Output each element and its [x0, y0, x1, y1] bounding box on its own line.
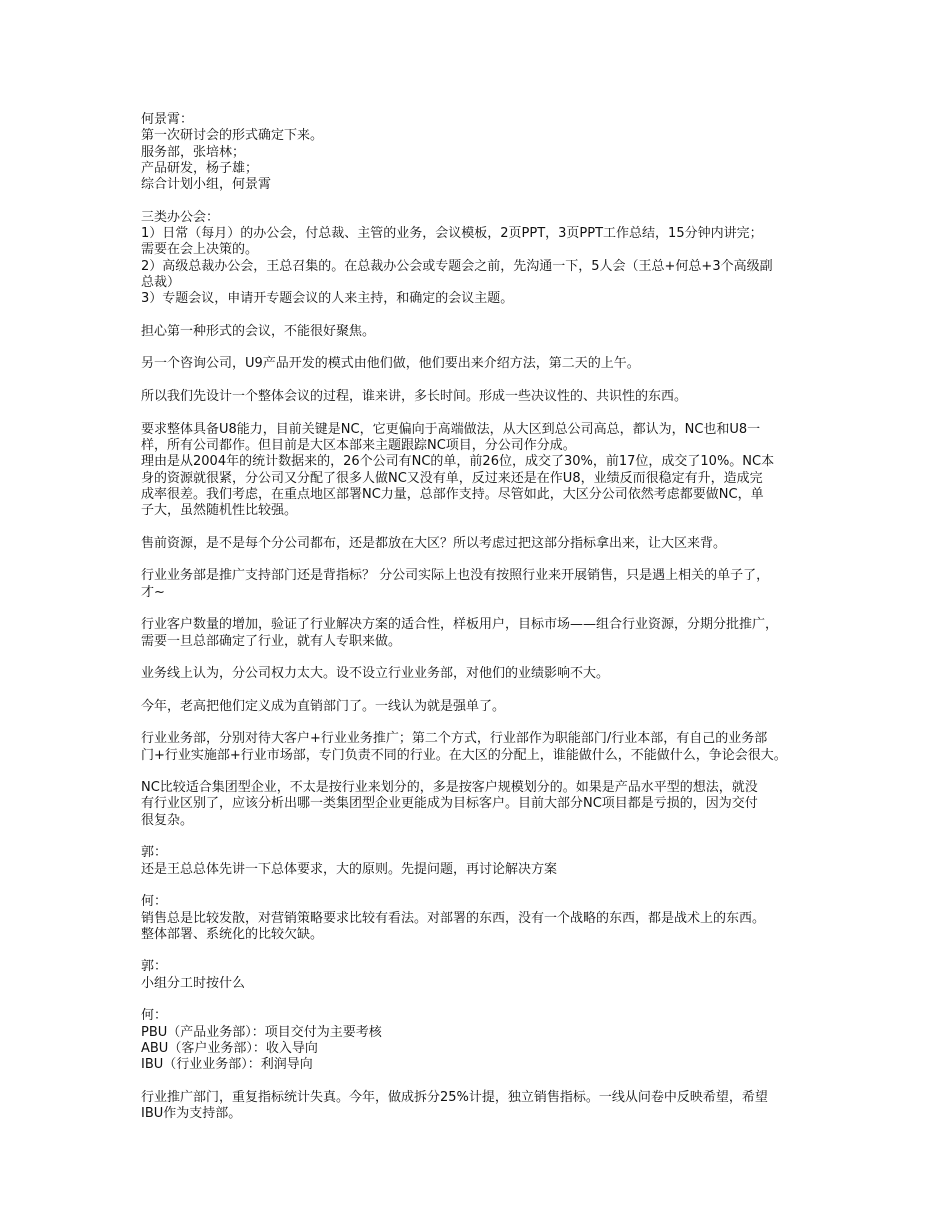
text-line: 成率很差。我们考虑，在重点地区部署NC力量，总部作支持。尽管如此，大区分公司依然考虑都要做NC，单	[141, 486, 764, 502]
text-line: 样，所有公司都作。但目前是大区本部来主题跟踪NC项目，分公司作分成。	[141, 437, 576, 453]
text-line: 2）高级总裁办公会，王总召集的。在总裁办公会或专题会之前，先沟通一下，5人会（王总+何总+3个高级副	[141, 258, 773, 274]
text-line: 行业业务部是推广支持部门还是背指标？ 分公司实际上也没有按照行业来开展销售，只是遇上相关的单子了，	[141, 568, 770, 584]
text-line: 郭：	[141, 845, 168, 861]
paragraph-spacer	[141, 601, 831, 617]
text-line: 售前资源，是不是每个分公司都布，还是都放在大区？所以考虑过把这部分指标拿出来，让大区来背。	[141, 535, 727, 551]
text-line: 3）专题会议，申请开专题会议的人来主持，和确定的会议主题。	[141, 291, 514, 307]
paragraph-spacer	[141, 308, 831, 324]
text-line: 服务部，张培林；	[141, 144, 246, 160]
text-line: ABU（客户业务部）：收入导向	[141, 1040, 318, 1056]
text-line: 业务线上认为，分公司权力太大。设不设立行业业务部，对他们的业绩影响不大。	[141, 666, 610, 682]
text-line: 另一个咨询公司，U9产品开发的模式由他们做，他们要出来介绍方法，第二天的上午。	[141, 356, 640, 372]
paragraph	[141, 1090, 831, 1123]
paragraph-spacer	[141, 340, 831, 356]
text-line: 需要一旦总部确定了行业，就有人专职来做。	[141, 633, 402, 649]
text-line: 何：	[141, 1008, 168, 1024]
paragraph-spacer	[141, 992, 831, 1008]
paragraph	[141, 1008, 831, 1073]
text-line: 很复杂。	[141, 812, 194, 828]
text-line: 1）日常（每月）的办公会，付总裁、主管的业务，会议模板，2页PPT，3页PPT工作总结，15分钟内讲完；	[141, 226, 763, 242]
paragraph	[141, 731, 831, 764]
paragraph-spacer	[141, 682, 831, 698]
text-line: 有行业区别了，应该分析出哪一类集团型企业更能成为目标客户。目前大部分NC项目都是亏损的，因为交付	[141, 796, 758, 812]
paragraph-spacer	[141, 519, 831, 535]
paragraph	[141, 894, 831, 943]
paragraph-spacer	[141, 878, 831, 894]
text-line: 郭：	[141, 959, 168, 975]
paragraph	[141, 845, 831, 878]
text-line: NC比较适合集团型企业，不太是按行业来划分的，多是按客户规模划分的。如果是产品水平型的想法，就没	[141, 780, 758, 796]
paragraph-spacer	[141, 552, 831, 568]
text-line: 身的资源就很紧，分公司又分配了很多人做NC又没有单，反过来还是在作U8，业绩反而很稳定有升，造成完	[141, 470, 763, 486]
paragraph-spacer	[141, 405, 831, 421]
paragraph	[141, 617, 831, 650]
text-line: 子大，虽然随机性比较强。	[141, 503, 298, 519]
paragraph-spacer	[141, 943, 831, 959]
document-body	[141, 112, 831, 1122]
paragraph-spacer	[141, 193, 831, 209]
paragraph-spacer	[141, 829, 831, 845]
paragraph	[141, 389, 831, 405]
text-line: 何景霄：	[141, 112, 194, 127]
paragraph	[141, 356, 831, 372]
paragraph	[141, 568, 831, 601]
text-line: 所以我们先设计一个整体会议的过程，谁来讲，多长时间。形成一些决议性的、共识性的东西。	[141, 389, 688, 405]
text-line: IBU作为支持部。	[141, 1106, 242, 1122]
text-line: 门+行业实施部+行业市场部，专门负责不同的行业。在大区的分配上，谁能做什么，不能做什么，争论会很大。	[141, 747, 787, 763]
text-line: PBU（产品业务部）：项目交付为主要考核	[141, 1024, 382, 1040]
text-line: 行业客户数量的增加，验证了行业解决方案的适合性，样板用户，目标市场——组合行业资源，分期分批推广，	[141, 617, 779, 633]
text-line: 销售总是比较发散，对营销策略要求比较有看法。对部署的东西，没有一个战略的东西，都是战术上的东西。	[141, 910, 766, 926]
text-line: 还是王总总体先讲一下总体要求，大的原则。先提问题，再讨论解决方案	[141, 861, 558, 877]
text-line: 行业业务部，分别对待大客户+行业业务推广；第二个方式，行业部作为职能部门/行业本部，有自己的业务部	[141, 731, 768, 747]
paragraph-spacer	[141, 650, 831, 666]
paragraph	[141, 324, 831, 340]
paragraph	[141, 422, 831, 520]
paragraph	[141, 780, 831, 829]
text-line: IBU（行业业务部）：利润导向	[141, 1057, 313, 1073]
text-line: 综合计划小组，何景霄	[141, 177, 272, 193]
text-line: 总裁）	[141, 274, 181, 290]
text-line: 需要在会上决策的。	[141, 242, 259, 258]
paragraph-spacer	[141, 715, 831, 731]
text-line: 今年，老高把他们定义成为直销部门了。一线认为就是强单了。	[141, 698, 506, 714]
paragraph	[141, 699, 831, 715]
text-line: 何：	[141, 894, 168, 910]
paragraph	[141, 666, 831, 682]
text-line: 要求整体具备U8能力，目前关键是NC，它更偏向于高端做法，从大区到总公司高总，都认为，NC也和U8一	[141, 421, 761, 437]
text-line: 整体部署、系统化的比较欠缺。	[141, 926, 324, 942]
text-line: 产品研发，杨子雄；	[141, 160, 259, 176]
paragraph-spacer	[141, 373, 831, 389]
paragraph-spacer	[141, 764, 831, 780]
text-line: 三类办公会：	[141, 209, 220, 225]
text-line: 第一次研讨会的形式确定下来。	[141, 128, 324, 144]
text-line: 才~	[141, 584, 165, 600]
text-line: 小组分工时按什么	[141, 975, 246, 991]
text-line: 行业推广部门，重复指标统计失真。今年，做成拆分25%计提，独立销售指标。一线从问卷中反映希望，希望	[141, 1089, 768, 1105]
text-line: 担心第一种形式的会议，不能很好聚焦。	[141, 323, 376, 339]
paragraph	[141, 112, 831, 193]
text-line: 理由是从2004年的统计数据来的，26个公司有NC的单，前26位，成交了30%，前17位，成交了10%。NC本	[141, 454, 775, 470]
paragraph-spacer	[141, 1074, 831, 1090]
paragraph	[141, 210, 831, 308]
paragraph	[141, 959, 831, 992]
paragraph	[141, 536, 831, 552]
